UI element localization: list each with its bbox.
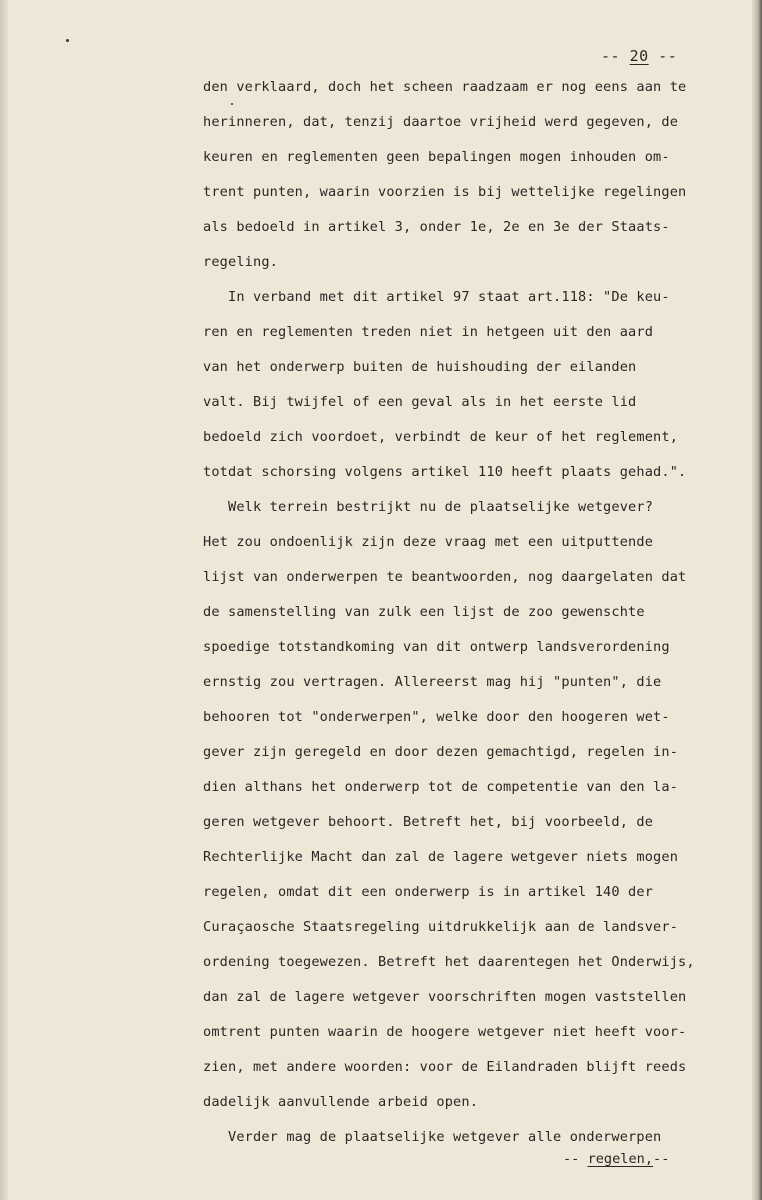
text-line: omtrent punten waarin de hoogere wetgever niet heeft voor-: [203, 1024, 687, 1040]
text-line: spoedige totstandkoming van dit ontwerp landsverordening: [203, 639, 670, 655]
ink-speck: [66, 39, 69, 42]
page-number: [601, 47, 677, 65]
page-edge: [752, 0, 762, 1200]
text-line: regeling.: [203, 254, 279, 270]
catchword-word: regelen,: [587, 1151, 654, 1167]
page-number-prefix: --: [601, 47, 630, 65]
text-line: herinneren, dat, tenzij daartoe vrijheid werd gegeven, de: [203, 114, 679, 130]
text-line: zien, met andere woorden: voor de Eilandraden blijft reeds: [203, 1059, 687, 1075]
text-line: ren en reglementen treden niet in hetgeen uit den aard: [203, 324, 654, 340]
catchword-prefix: --: [563, 1151, 588, 1167]
text-line: keuren en reglementen geen bepalingen mogen inhouden om-: [203, 149, 670, 165]
ink-speck: [231, 103, 233, 105]
text-line: totdat schorsing volgens artikel 110 heeft plaats gehad.".: [203, 464, 687, 480]
text-line: Curaçaosche Staatsregeling uitdrukkelijk aan de landsver-: [203, 919, 679, 935]
text-line: den verklaard, doch het scheen raadzaam er nog eens aan te: [203, 79, 687, 95]
text-line: bedoeld zich voordoet, verbindt de keur of het reglement,: [203, 429, 679, 445]
text-line: trent punten, waarin voorzien is bij wettelijke regelingen: [203, 184, 687, 200]
text-line: dan zal de lagere wetgever voorschriften mogen vaststellen: [203, 989, 687, 1005]
text-line: ernstig zou vertragen. Allereerst mag hij "punten", die: [203, 674, 662, 690]
text-line: behooren tot "onderwerpen", welke door den hoogeren wet-: [203, 709, 670, 725]
text-line: Welk terrein bestrijkt nu de plaatselijke wetgever?: [228, 499, 654, 515]
text-line: Rechterlijke Macht dan zal de lagere wetgever niets mogen: [203, 849, 679, 865]
binding-edge: [0, 0, 8, 1200]
text-line: In verband met dit artikel 97 staat art.118: "De keu-: [228, 289, 670, 305]
text-line: gever zijn geregeld en door dezen gemachtigd, regelen in-: [203, 744, 679, 760]
text-line: dien althans het onderwerp tot de competentie van den la-: [203, 779, 679, 795]
text-line: de samenstelling van zulk een lijst de zoo gewenschte: [203, 604, 645, 620]
text-line: van het onderwerp buiten de huishouding der eilanden: [203, 359, 637, 375]
text-line: regelen, omdat dit een onderwerp is in artikel 140 der: [203, 884, 654, 900]
text-line: ordening toegewezen. Betreft het daarentegen het Onderwijs,: [203, 954, 695, 970]
page-number-value: 20: [629, 47, 649, 65]
text-line: als bedoeld in artikel 3, onder 1e, 2e en 3e der Staats-: [203, 219, 670, 235]
text-line: lijst van onderwerpen te beantwoorden, nog daargelaten dat: [203, 569, 687, 585]
continuation-catchword: [563, 1151, 669, 1167]
text-line: Verder mag de plaatselijke wetgever alle onderwerpen: [228, 1129, 662, 1145]
text-line: dadelijk aanvullende arbeid open.: [203, 1094, 479, 1110]
catchword-suffix: --: [653, 1151, 670, 1167]
text-line: valt. Bij twijfel of een geval als in het eerste lid: [203, 394, 637, 410]
text-line: Het zou ondoenlijk zijn deze vraag met een uitputtende: [203, 534, 654, 550]
text-line: geren wetgever behoort. Betreft het, bij voorbeeld, de: [203, 814, 654, 830]
page-number-suffix: --: [648, 47, 678, 65]
